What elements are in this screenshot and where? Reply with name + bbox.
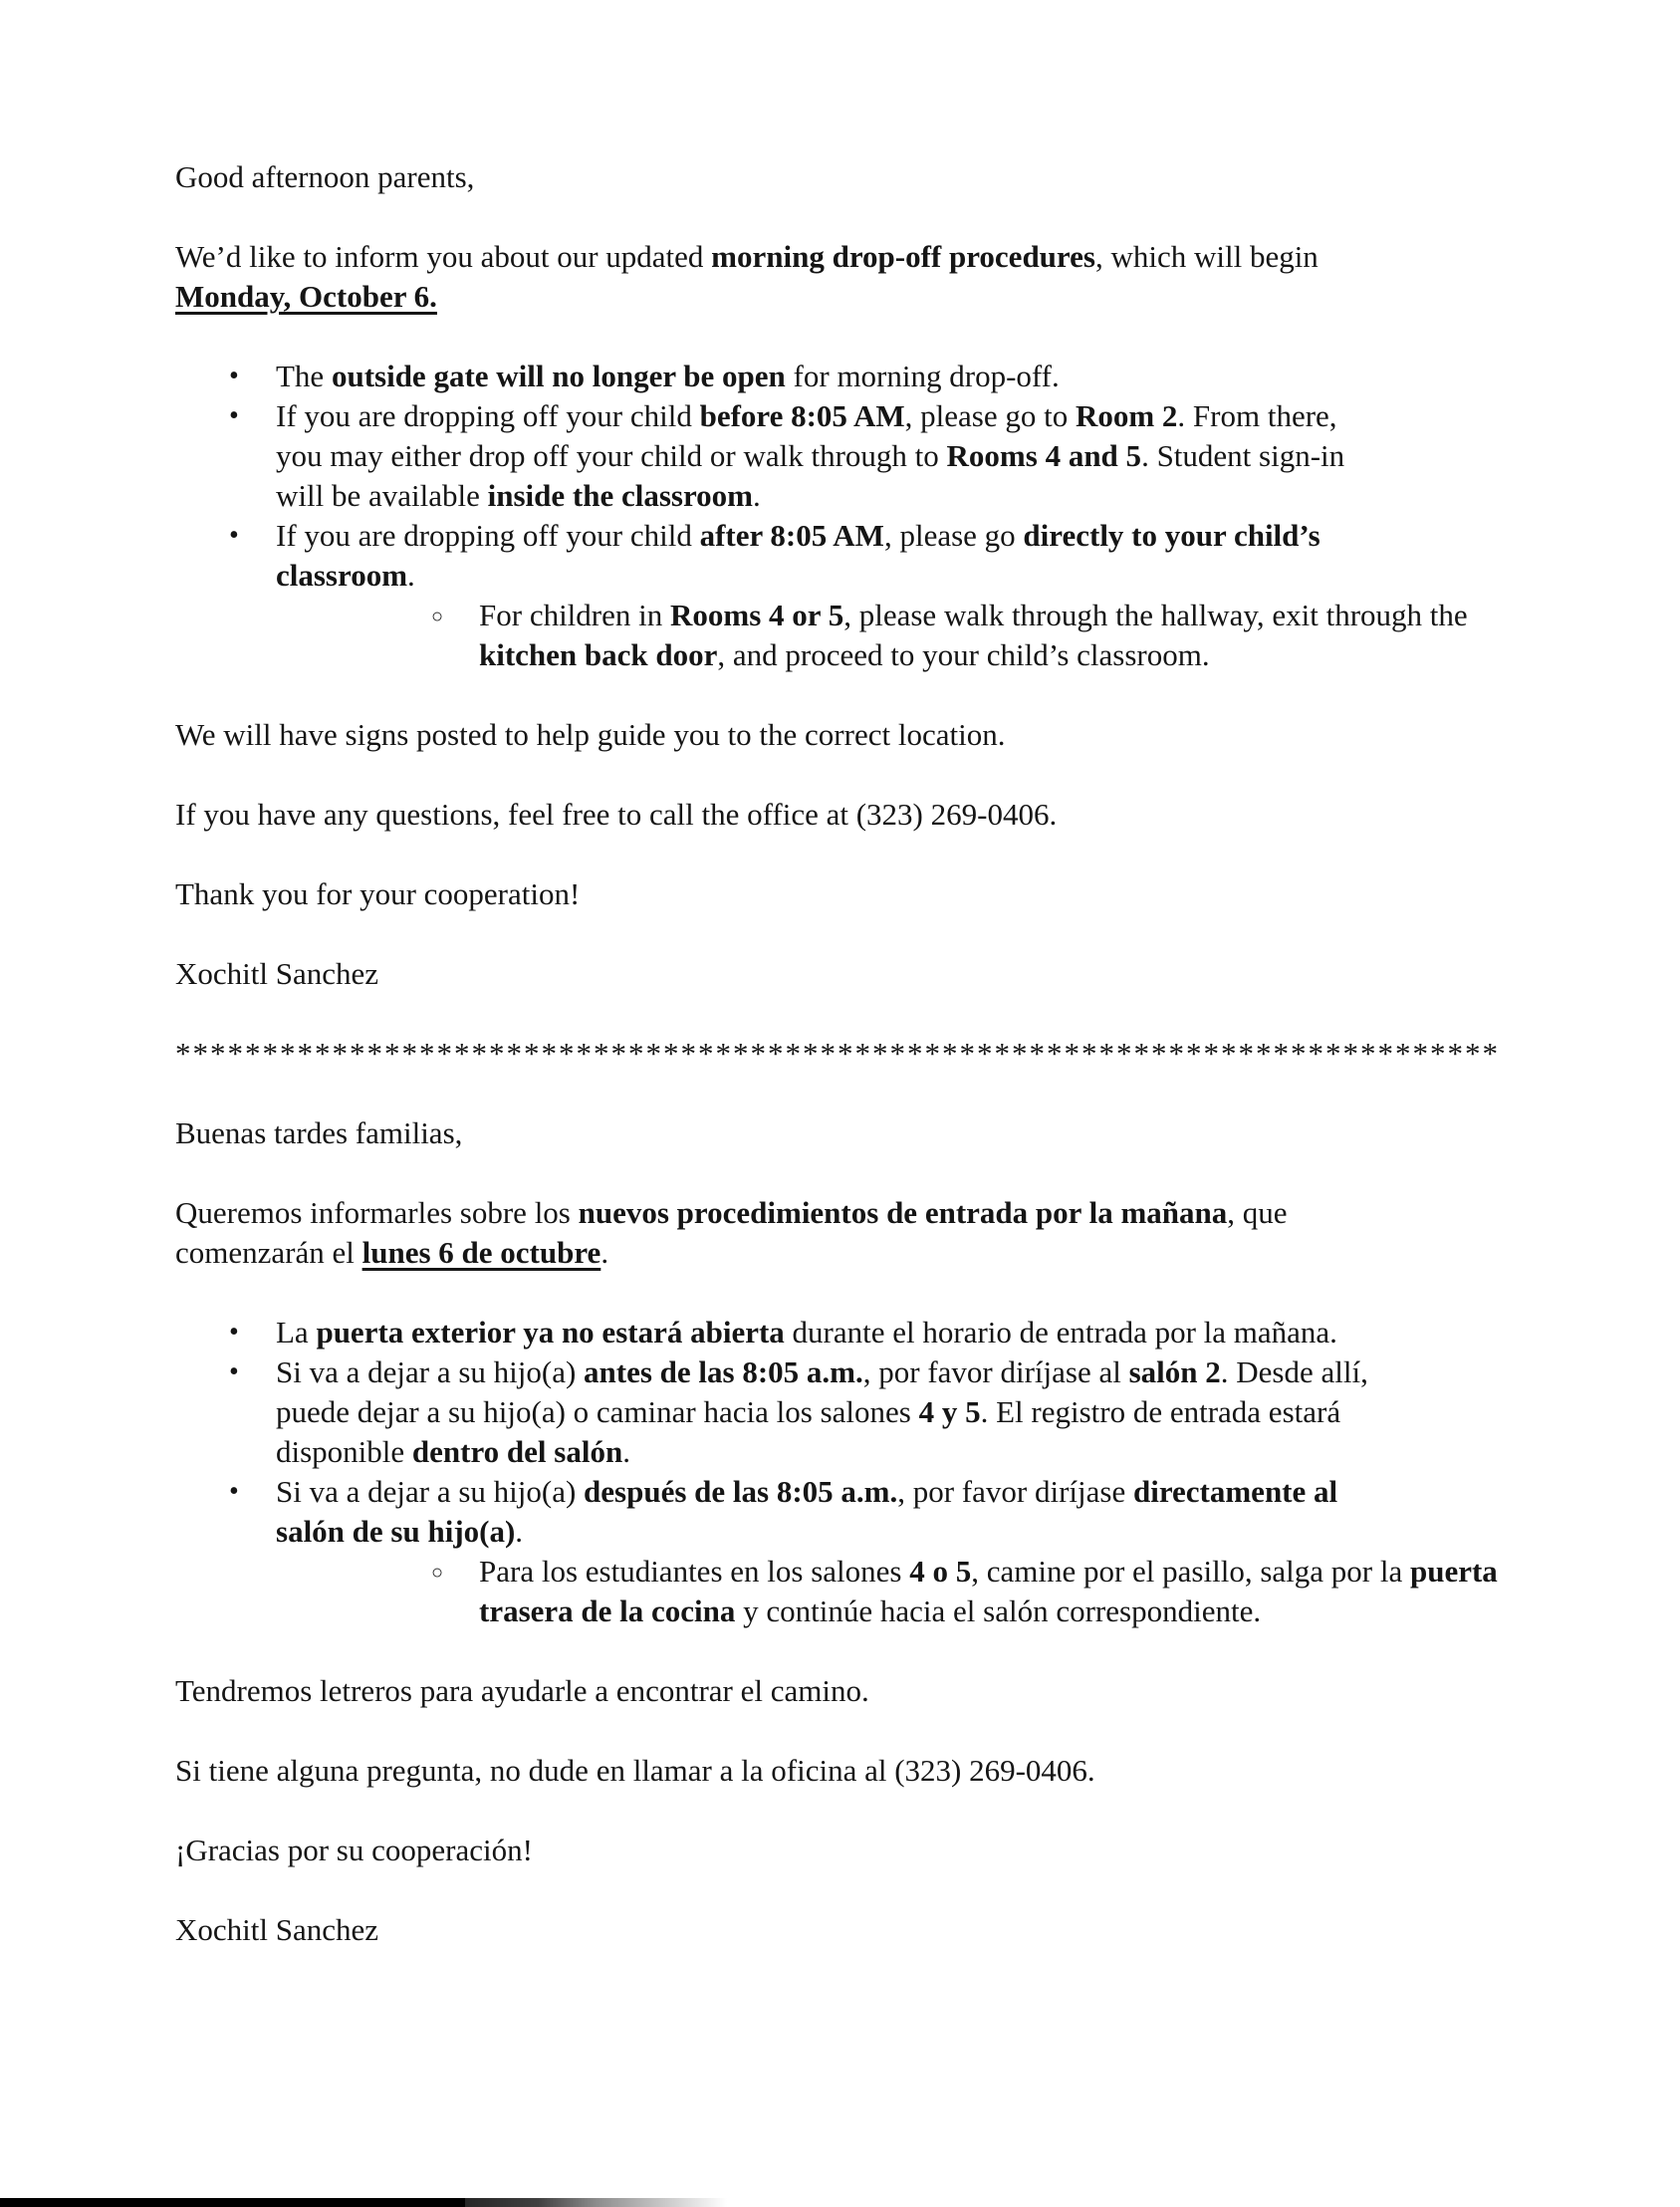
spanish-section [175, 1113, 1530, 1950]
en-signs-paragraph: We will have signs posted to help guide you to the correct location. [175, 717, 1006, 752]
en-sub-bullet-rooms-4-5: ○ For children in Rooms 4 or 5, please walk through the hallway, exit through the kitchen back door, and proceed to your child’s classroom. [276, 596, 1530, 675]
es-bullet-despues-805 [175, 1472, 1530, 1631]
scanned-letter-page [175, 157, 1530, 1990]
es-bullet-despues-805-text: Si va a dejar a su hijo(a) después de las 8:05 a.m., por favor diríjase directamente al salón de su hijo(a). [276, 1474, 1338, 1549]
en-signature: Xochitl Sanchez [175, 956, 379, 991]
es-sub-bullet-salones-4-5: ○ Para los estudiantes en los salones 4 o 5, camine por el pasillo, salga por la puerta trasera de la cocina y continúe hacia el salón correspondiente. [276, 1552, 1530, 1631]
en-sub-bullet-list [276, 596, 1530, 675]
es-thanks-paragraph: ¡Gracias por su cooperación! [175, 1833, 533, 1867]
es-signs-paragraph: Tendremos letreros para ayudarle a encontrar el camino. [175, 1673, 869, 1708]
es-bullet-list [175, 1313, 1530, 1631]
en-questions-paragraph: If you have any questions, feel free to call the office at (323) 269-0406. [175, 797, 1058, 832]
en-greeting: Good afternoon parents, [175, 159, 475, 194]
es-bullet-antes-805: • Si va a dejar a su hijo(a) antes de las 8:05 a.m., por favor diríjase al salón 2. Desde allí, puede dejar a su hijo(a) o caminar hacia los salones 4 y 5. El registro de entrada estará disponible dentro del salón. [175, 1352, 1530, 1472]
es-intro-paragraph: Queremos informarles sobre los nuevos procedimientos de entrada por la mañana, que comenzarán el lunes 6 de octubre. [175, 1195, 1288, 1270]
scan-artifact-bar [0, 2198, 727, 2207]
en-bullet-after-805-text: If you are dropping off your child after 8:05 AM, please go directly to your child’s classroom. [276, 518, 1320, 593]
es-bullet-puerta-exterior: • La puerta exterior ya no estará abierta durante el horario de entrada por la mañana. [175, 1313, 1530, 1352]
en-intro-paragraph: We’d like to inform you about our updated morning drop-off procedures, which will begin Monday, October 6. [175, 239, 1319, 314]
en-thanks-paragraph: Thank you for your cooperation! [175, 876, 581, 911]
es-signature: Xochitl Sanchez [175, 1912, 379, 1947]
es-questions-paragraph: Si tiene alguna pregunta, no dude en llamar a la oficina al (323) 269-0406. [175, 1753, 1095, 1788]
asterisk-divider: **************************************************************************** [175, 1036, 1500, 1071]
en-bullet-outside-gate: • The outside gate will no longer be open for morning drop-off. [175, 357, 1530, 396]
es-sub-bullet-list [276, 1552, 1530, 1631]
english-section [175, 157, 1530, 994]
en-bullet-before-805: • If you are dropping off your child before 8:05 AM, please go to Room 2. From there, you may either drop off your child or walk through to Rooms 4 and 5. Student sign-in will be available inside the classroom. [175, 396, 1530, 516]
en-bullet-after-805 [175, 516, 1530, 675]
en-bullet-list [175, 357, 1530, 675]
es-greeting: Buenas tardes familias, [175, 1115, 463, 1150]
